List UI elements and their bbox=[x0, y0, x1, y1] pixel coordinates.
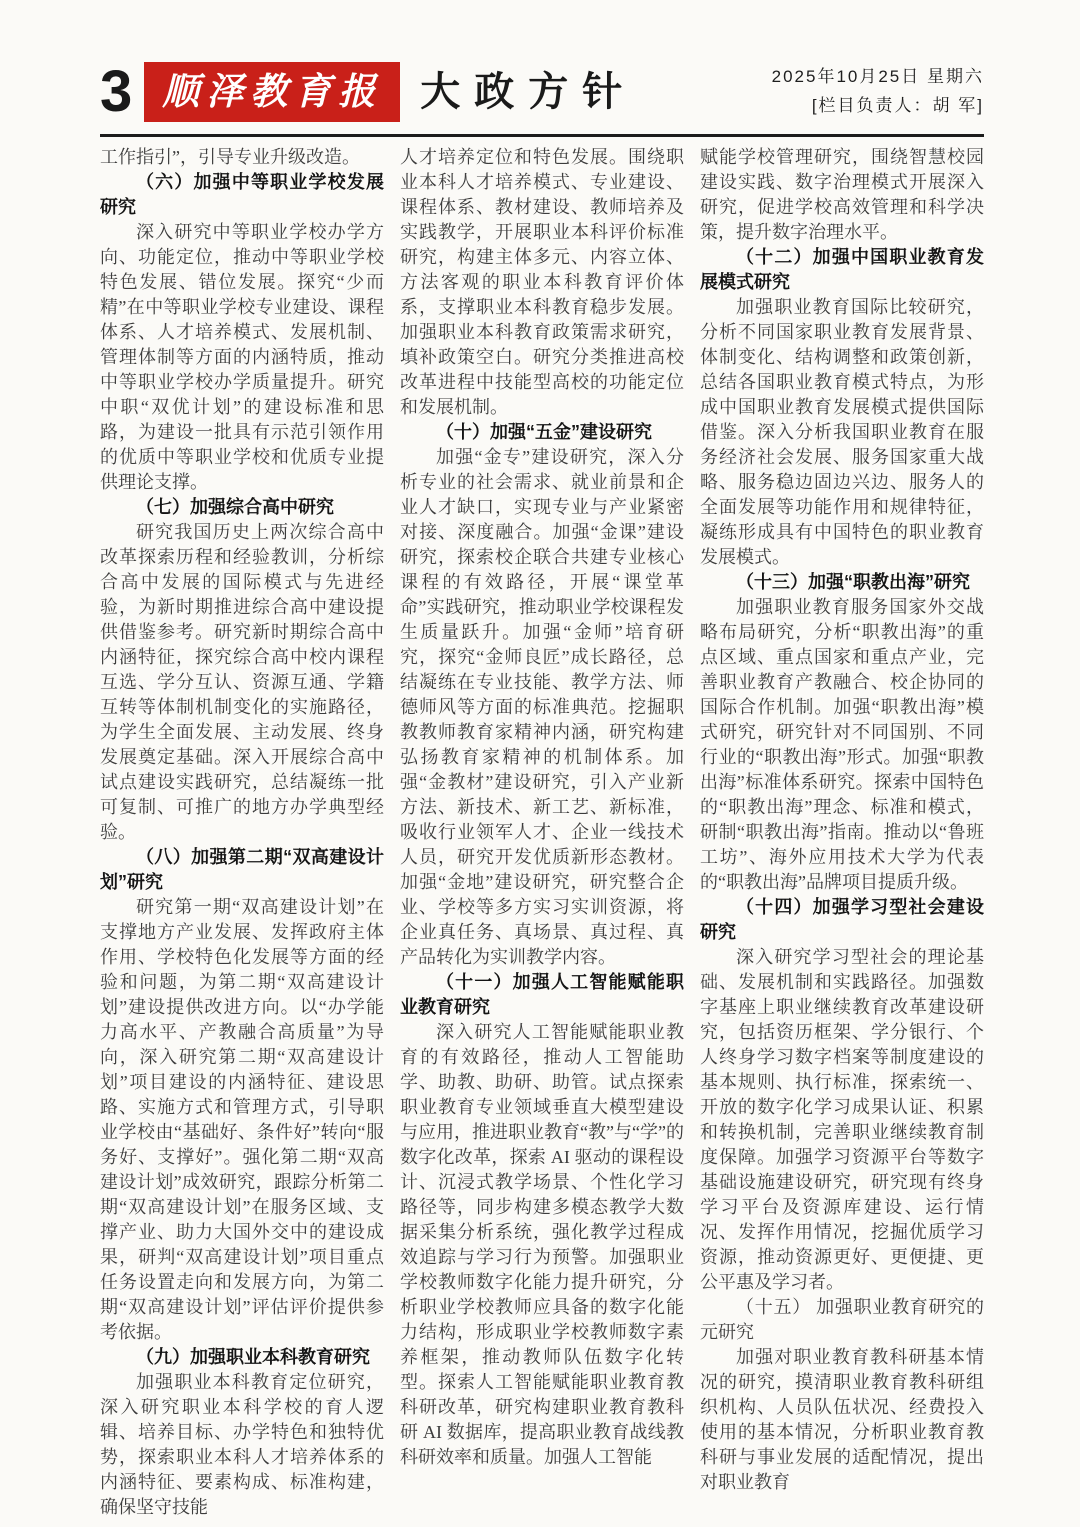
section-heading: （八）加强第二期“双高建设计划”研究 bbox=[100, 847, 384, 893]
body-paragraph: 深入研究学习型社会的理论基础、发展机制和实践路径。加强数字基座上职业继续教育改革建设研究，包括资历框架、学分银行、个人终身学习数字档案等制度建设的基本规则、执行标准，探索统一、开放的数字化学习成果认证、积累和转换机制，完善职业继续教育制度保障。加强学习资源平台等数字基础设施建设研究，研究现有终身学习平台及资源库建设、运行情况、发挥作用情况，挖掘优质学习资源，推动资源更好、更便捷、更公平惠及学习者。 bbox=[700, 947, 984, 1293]
section-heading: （九）加强职业本科教育研究 bbox=[136, 1347, 370, 1368]
body-paragraph: 研究第一期“双高建设计划”在支撑地方产业发展、发挥政府主体作用、学校特色化发展等方面的经验和问题，为第二期“双高建设计划”建设提供改进方向。以“办学能力高水平、产教融合高质量”为导向，深入研究第二期“双高建设计划”项目建设的内涵特征、建设思路、实施方式和管理方式，引导职业学校由“基础好、条件好”转向“服务好、支撑好”。强化第二期“双高建设计划”成效研究，跟踪分析第二期“双高建设计划”在服务区域、支撑产业、助力大国外交中的建设成果，研判“双高建设计划”项目重点任务设置走向和发展方向，为第二期“双高建设计划”评估评价提供参考依据。 bbox=[100, 897, 384, 1343]
body-paragraph: 研究我国历史上两次综合高中改革探索历程和经验教训，分析综合高中发展的国际模式与先进经验，为新时期推进综合高中建设提供借鉴参考。研究新时期综合高中内涵特征，探究综合高中校内课程互选、学分互认、资源互通、学籍互转等体制机制变化的实施路径，为学生全面发展、主动发展、终身发展奠定基础。深入开展综合高中试点建设实践研究，总结凝练一批可复制、可推广的地方办学典型经验。 bbox=[100, 522, 384, 843]
section-heading: （六）加强中等职业学校发展研究 bbox=[100, 172, 384, 218]
section-heading: （十二）加强中国职业教育发展模式研究 bbox=[700, 247, 984, 293]
section-title: 大政方针 bbox=[420, 70, 637, 115]
body-paragraph: 赋能学校管理研究，围绕智慧校园建设实践、数字治理模式开展深入研究，促进学校高效管理和科学决策，提升数字治理水平。 bbox=[700, 147, 984, 243]
body-paragraph: 加强职业教育服务国家外交战略布局研究，分析“职教出海”的重点区域、重点国家和重点产业，完善职业教育产教融合、校企协同的国际合作机制。加强“职教出海”模式研究，研究针对不同国别、不同行业的“职教出海”形式。加强“职教出海”标准体系研究。探索中国特色的“职教出海”理念、标准和模式，研制“职教出海”指南。推动以“鲁班工坊”、海外应用技术大学为代表的“职教出海”品牌项目提质升级。 bbox=[700, 597, 984, 893]
body-paragraph: 加强对职业教育教科研基本情况的研究，摸清职业教育教科研组织机构、人员队伍状况、经费投入使用的基本情况，分析职业教育教科研与事业发展的适配情况，提出对职业教育 bbox=[700, 1347, 984, 1493]
editor-line: [栏目负责人：胡 军] bbox=[811, 96, 984, 116]
section-heading: （七）加强综合高中研究 bbox=[136, 497, 334, 518]
section-heading: （十四）加强学习型社会建设研究 bbox=[700, 897, 984, 943]
body-paragraph: 工作指引”，引导专业升级改造。 bbox=[100, 147, 360, 168]
section-heading: （十）加强“五金”建设研究 bbox=[436, 422, 652, 443]
section-heading: （十三）加强“职教出海”研究 bbox=[736, 572, 970, 593]
masthead-rule bbox=[100, 134, 984, 137]
newspaper-name: 顺泽教育报 bbox=[162, 69, 383, 113]
body-paragraph: 加强职业教育国际比较研究，分析不同国家职业教育发展背景、体制变化、结构调整和政策创新，总结各国职业教育模式特点，为形成中国职业教育发展模式提供国际借鉴。深入分析我国职业教育在服务经济社会发展、服务国家重大战略、服务稳边固边兴边、服务人的全面发展等功能作用和规律特征，凝练形成具有中国特色的职业教育发展模式。 bbox=[700, 297, 984, 568]
article-columns bbox=[100, 145, 984, 1520]
column-3 bbox=[700, 145, 984, 1520]
body-paragraph: 加强“金专”建设研究，深入分析专业的社会需求、就业前景和企业人才缺口，实现专业与产业紧密对接、深度融合。加强“金课”建设研究，探索校企联合共建专业核心课程的有效路径，开展“课堂革命”实践研究，推动职业学校课程发生质量跃升。加强“金师”培育研究，探究“金师良匠”成长路径，总结凝练在专业技能、教学方法、师德师风等方面的标准典范。挖掘职教教师教育家精神内涵，研究构建弘扬教育家精神的机制体系。加强“金教材”建设研究，引入产业新方法、新技术、新工艺、新标准，吸收行业领军人才、企业一线技术人员，研究开发优质新形态教材。加强“金地”建设研究，研究整合企业、学校等多方实习实训资源，将企业真任务、真场景、真过程、真产品转化为实训教学内容。 bbox=[400, 447, 684, 968]
masthead bbox=[100, 59, 984, 125]
section-heading: （十一）加强人工智能赋能职业教育研究 bbox=[400, 972, 684, 1018]
body-paragraph: 加强职业本科教育定位研究，深入研究职业本科学校的育人逻辑、培养目标、办学特色和独特优势，探索职业本科人才培养体系的内涵特征、要素构成、标准构建，确保坚守技能 bbox=[100, 1372, 384, 1518]
body-paragraph: 深入研究人工智能赋能职业教育的有效路径，推动人工智能助学、助教、助研、助管。试点探索职业教育专业领域垂直大模型建设与应用，推进职业教育“教”与“学”的数字化改革，探索 AI 驱动的课程设计、沉浸式教学场景、个性化学习路径等，同步构建多模态教学大数据采集分析系统，强化教学过程成效追踪与学习行为预警。加强职业学校教师数字化能力提升研究，分析职业学校教师应具备的数字化能力结构，形成职业学校教师数字素养框架，推动教师队伍数字化转型。探索人工智能赋能职业教育教科研改革，研究构建职业教育教科研 AI 数据库，提高职业教育战线教科研效率和质量。加强人工智能 bbox=[400, 1022, 684, 1468]
column-2 bbox=[400, 145, 684, 1520]
section-heading: （十五） 加强职业教育研究的元研究 bbox=[700, 1297, 984, 1343]
body-paragraph: 人才培养定位和特色发展。围绕职业本科人才培养模式、专业建设、课程体系、教材建设、教师培养及实践教学，开展职业本科评价标准研究，构建主体多元、内容立体、方法客观的职业本科教育评价体系，支撑职业本科教育稳步发展。加强职业本科教育政策需求研究，填补政策空白。研究分类推进高校改革进程中技能型高校的功能定位和发展机制。 bbox=[400, 147, 684, 418]
newspaper-logo bbox=[144, 62, 400, 122]
body-paragraph: 深入研究中等职业学校办学方向、功能定位，推动中等职业学校特色发展、错位发展。探究“少而精”在中等职业学校专业建设、课程体系、人才培养模式、发展机制、管理体制等方面的内涵特质，推动中等职业学校办学质量提升。研究中职“双优计划”的建设标准和思路，为建设一批具有示范引领作用的优质中等职业学校和优质专业提供理论支撑。 bbox=[100, 222, 384, 493]
masthead-meta bbox=[772, 63, 984, 121]
page-number: 3 bbox=[100, 59, 133, 125]
date-line: 2025年10月25日 星期六 bbox=[771, 67, 984, 87]
column-1 bbox=[100, 145, 384, 1520]
